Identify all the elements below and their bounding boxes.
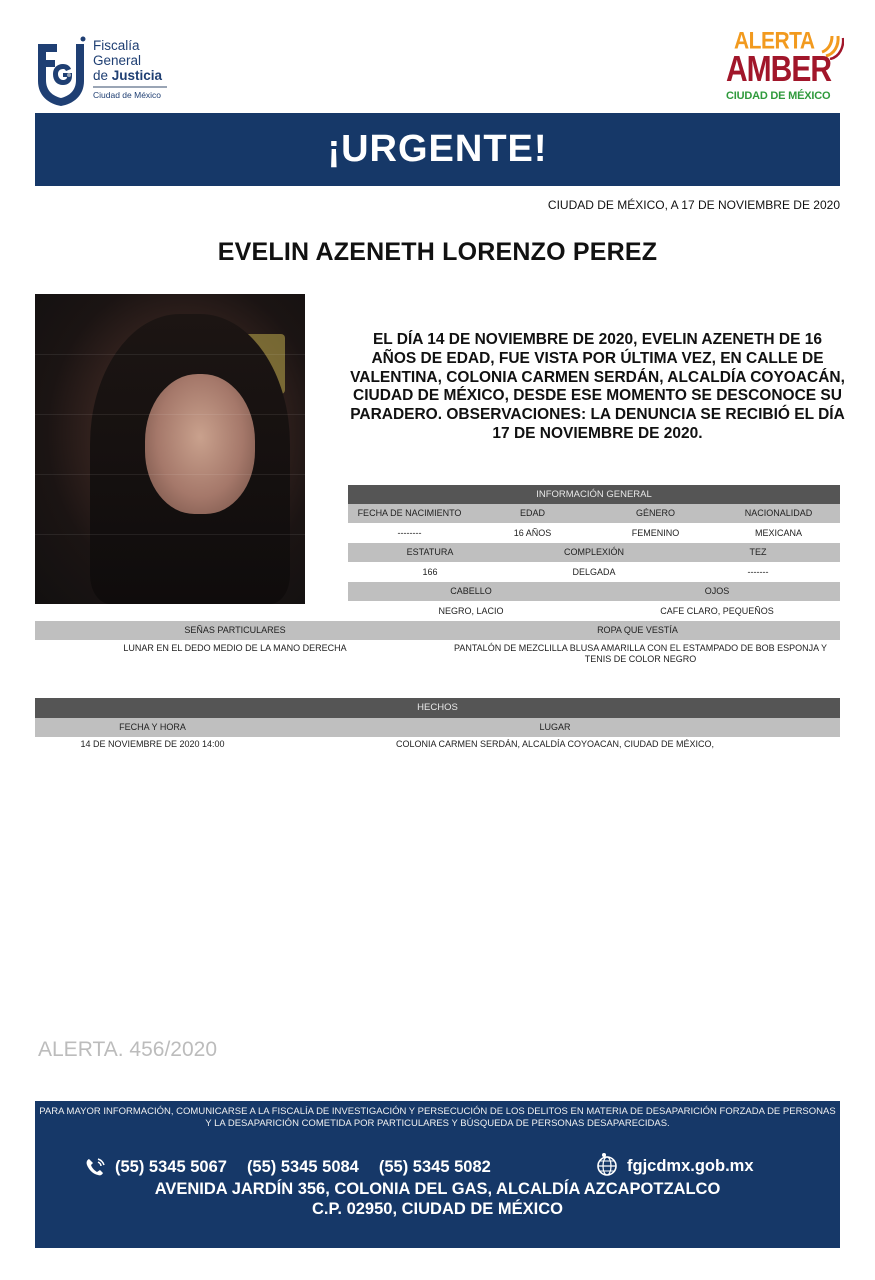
value-hair: NEGRO, LACIO: [438, 606, 504, 616]
alert-id: ALERTA. 456/2020: [38, 1038, 218, 1061]
header-height: ESTATURA: [406, 547, 454, 557]
value-eyes: CAFE CLARO, PEQUEÑOS: [660, 606, 774, 616]
value-gender: FEMENINO: [631, 528, 680, 538]
contact-row: [35, 1157, 840, 1177]
agency-city: Ciudad de México: [93, 90, 162, 100]
amber-alert-logo: [726, 27, 844, 110]
agency-divider: [93, 86, 167, 88]
website-link[interactable]: fgjcdmx.gob.mx: [627, 1157, 754, 1175]
facts-table: [35, 698, 840, 755]
address-line-2: C.P. 02950, CIUDAD DE MÉXICO: [312, 1200, 563, 1218]
missing-person-photo: [35, 294, 305, 604]
header-hair: CABELLO: [450, 586, 492, 596]
header-datetime: FECHA Y HORA: [119, 722, 186, 732]
person-name: EVELIN AZENETH LORENZO PEREZ: [217, 238, 658, 266]
value-clothing: PANTALÓN DE MEZCLILLA BLUSA AMARILLA CON EL ESTAMPADO DE BOB ESPONJA Y TENIS DE COLOR NEGRO: [454, 643, 827, 664]
agency-name-bold: Justicia: [111, 68, 163, 83]
agency-logo: [35, 36, 175, 108]
website: [595, 1157, 754, 1176]
case-narrative: EL DÍA 14 DE NOVIEMBRE DE 2020, EVELIN AZENETH DE 16 AÑOS DE EDAD, FUE VISTA POR ÚLTIMA VEZ, EN CALLE DE VALENTINA, COLONIA CARMEN SERDÁN, ALCALDÍA COYOACÁN, CIUDAD DE MÉXICO, DESDE ESE MOMENTO SE DESCONOCE SU PARADERO. OBSERVACIONES: LA DENUNCIA SE RECIBIÓ EL DÍA 17 DE NOVIEMBRE DE 2020.: [350, 331, 845, 442]
header-build: COMPLEXIÓN: [563, 547, 624, 557]
header-gender: GÉNERO: [635, 508, 675, 518]
agency-name-line1: Fiscalía: [93, 38, 140, 53]
amber-text: AMBER: [726, 49, 831, 90]
value-nationality: MEXICANA: [754, 528, 802, 538]
phone-number-2[interactable]: (55) 5345 5084: [246, 1157, 359, 1176]
header-place: LUGAR: [539, 722, 571, 732]
value-place: COLONIA CARMEN SERDÁN, ALCALDÍA COYOACAN, CIUDAD DE MÉXICO,: [395, 739, 715, 749]
features-table: [35, 621, 840, 665]
header-distinguishing-marks: SEÑAS PARTICULARES: [184, 625, 286, 635]
header-clothing: ROPA QUE VESTÍA: [597, 625, 678, 635]
alerta-text: ALERTA: [734, 27, 815, 55]
header-complexion: TEZ: [749, 547, 767, 557]
agency-name-line2: General: [93, 53, 142, 68]
urgent-title: ¡URGENTE!: [327, 128, 548, 170]
header-age: EDAD: [519, 508, 545, 518]
value-age: 16 AÑOS: [513, 528, 552, 538]
value-build: DELGADA: [572, 567, 616, 577]
footer-info-text: PARA MAYOR INFORMACIÓN, COMUNICARSE A LA FISCALÍA DE INVESTIGACIÓN Y PERSECUCIÓN DE LOS DELITOS EN MATERIA DE DESAPARICIÓN FORZADA DE PERSONAS Y LA DESAPARICIÓN COMETIDA POR PARTICULARES Y BÚSQUEDA DE PERSONAS DESAPARECIDAS.: [39, 1106, 836, 1129]
fgj-shield-icon: [35, 36, 87, 106]
phone-number-3[interactable]: (55) 5345 5082: [378, 1157, 491, 1176]
issue-date: CIUDAD DE MÉXICO, A 17 DE NOVIEMBRE DE 2020: [547, 198, 840, 212]
phone-list: [85, 1157, 511, 1177]
address-line-1: AVENIDA JARDÍN 356, COLONIA DEL GAS, ALCALDÍA AZCAPOTZALCO: [154, 1180, 721, 1198]
facts-title: HECHOS: [417, 702, 458, 713]
contact-footer: [35, 1101, 840, 1248]
amber-city-text: CIUDAD DE MÉXICO: [726, 90, 831, 102]
value-height: 166: [422, 567, 438, 577]
value-distinguishing-marks: LUNAR EN EL DEDO MEDIO DE LA MANO DERECHA: [123, 643, 347, 653]
phone-icon: [85, 1157, 107, 1177]
value-birthdate: --------: [397, 528, 422, 538]
header-nationality: NACIONALIDAD: [744, 508, 813, 518]
agency-name: [93, 38, 167, 100]
phone-number-1[interactable]: (55) 5345 5067: [115, 1157, 227, 1176]
general-info-title: INFORMACIÓN GENERAL: [536, 489, 652, 500]
general-info-table: [348, 485, 840, 621]
globe-icon: [595, 1152, 619, 1176]
value-complexion: -------: [747, 567, 769, 577]
header-eyes: OJOS: [704, 586, 730, 596]
value-datetime: 14 DE NOVIEMBRE DE 2020 14:00: [80, 739, 225, 749]
agency-name-line3: [93, 68, 167, 83]
urgent-banner: [35, 113, 840, 186]
header-birthdate: FECHA DE NACIMIENTO: [357, 508, 462, 518]
agency-name-prefix: de: [93, 68, 112, 83]
